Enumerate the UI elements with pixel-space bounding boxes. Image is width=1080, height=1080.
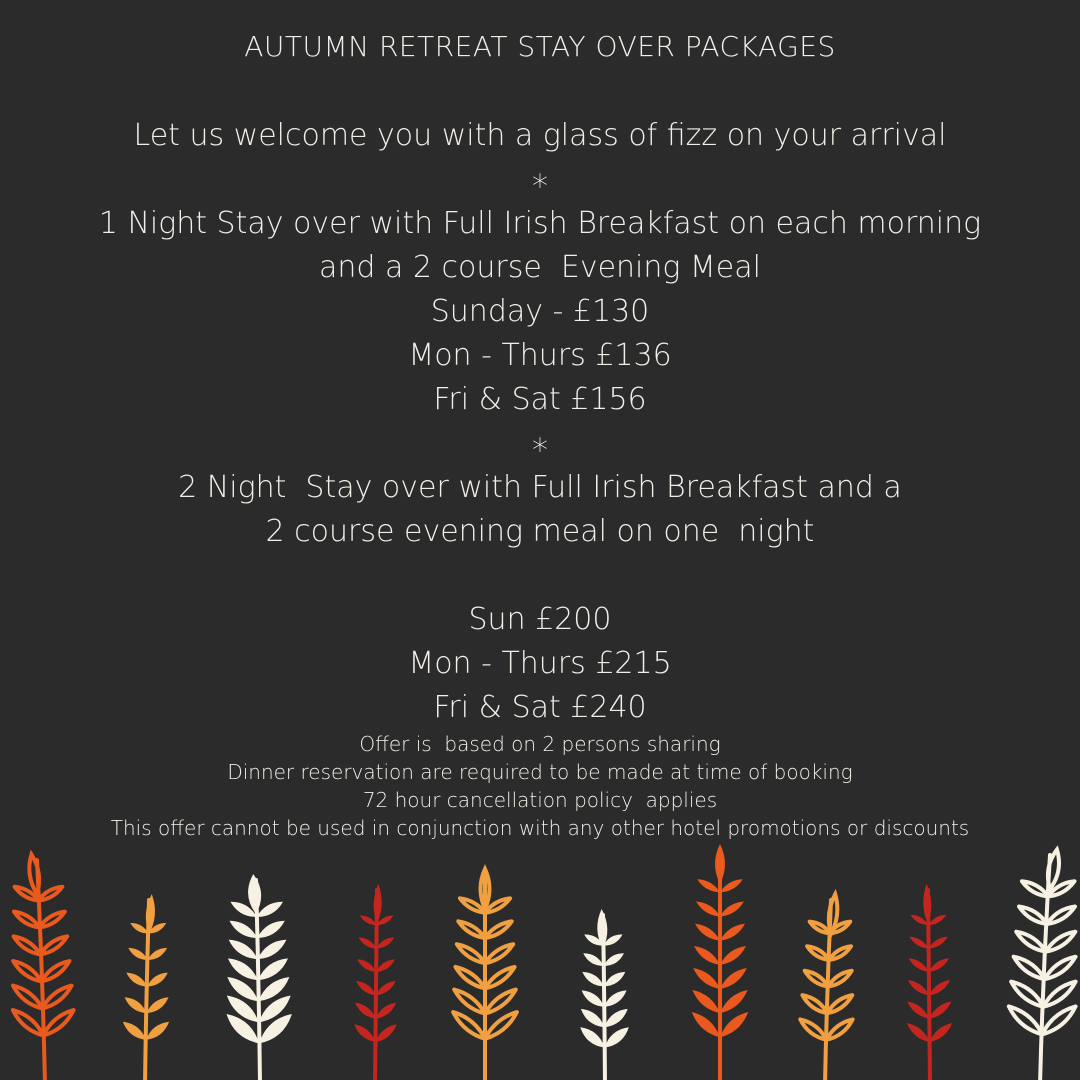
leaf-sprig-icon (123, 894, 169, 1080)
note-dinner-reservation: Dinner reservation are required to be made at time of booking (227, 760, 853, 784)
leaf-sprig-icon (800, 894, 852, 1080)
leaf-sprig-icon (13, 854, 74, 1080)
autumn-leaves-decoration (0, 840, 1080, 1080)
welcome-text: Let us welcome you with a glass of fizz on your arrival (133, 118, 947, 153)
two-night-price-mon-thurs: Mon - Thurs £215 (408, 646, 672, 681)
one-night-description-line1: 1 Night Stay over with Full Irish Breakfast on each morning (98, 206, 982, 241)
one-night-description-line2: and a 2 course Evening Meal (318, 250, 761, 285)
terms-notes (0, 730, 1080, 842)
two-night-description-line1: 2 Night Stay over with Full Irish Breakfast and a (178, 470, 902, 505)
one-night-price-fri-sat: Fri & Sat £156 (433, 382, 647, 417)
two-night-description-line2: 2 course evening meal on one night (265, 514, 815, 549)
leaf-sprig-icon (227, 874, 292, 1080)
leaf-sprig-icon (907, 884, 953, 1080)
separator-star: * (532, 431, 548, 469)
leaf-sprig-icon (1009, 850, 1076, 1080)
one-night-price-sunday: Sunday - £130 (430, 294, 650, 329)
separator-star: * (532, 167, 548, 205)
leaf-sprig-icon (354, 884, 396, 1080)
note-cancellation: 72 hour cancellation policy applies (362, 788, 718, 812)
note-sharing: Offer is based on 2 persons sharing (359, 732, 721, 756)
note-conjunction: This offer cannot be used in conjunction with any other hotel promotions or discounts (110, 816, 970, 840)
leaf-sprig-icon (580, 909, 629, 1080)
poster-title: AUTUMN RETREAT STAY OVER PACKAGES (244, 30, 836, 63)
poster-body (0, 114, 1080, 730)
leaf-sprig-icon (692, 844, 748, 1080)
two-night-price-sunday: Sun £200 (468, 602, 612, 637)
spacer (0, 554, 1080, 598)
one-night-price-mon-thurs: Mon - Thurs £136 (408, 338, 672, 373)
two-night-price-fri-sat: Fri & Sat £240 (433, 690, 647, 725)
leaf-sprig-icon (453, 869, 517, 1080)
